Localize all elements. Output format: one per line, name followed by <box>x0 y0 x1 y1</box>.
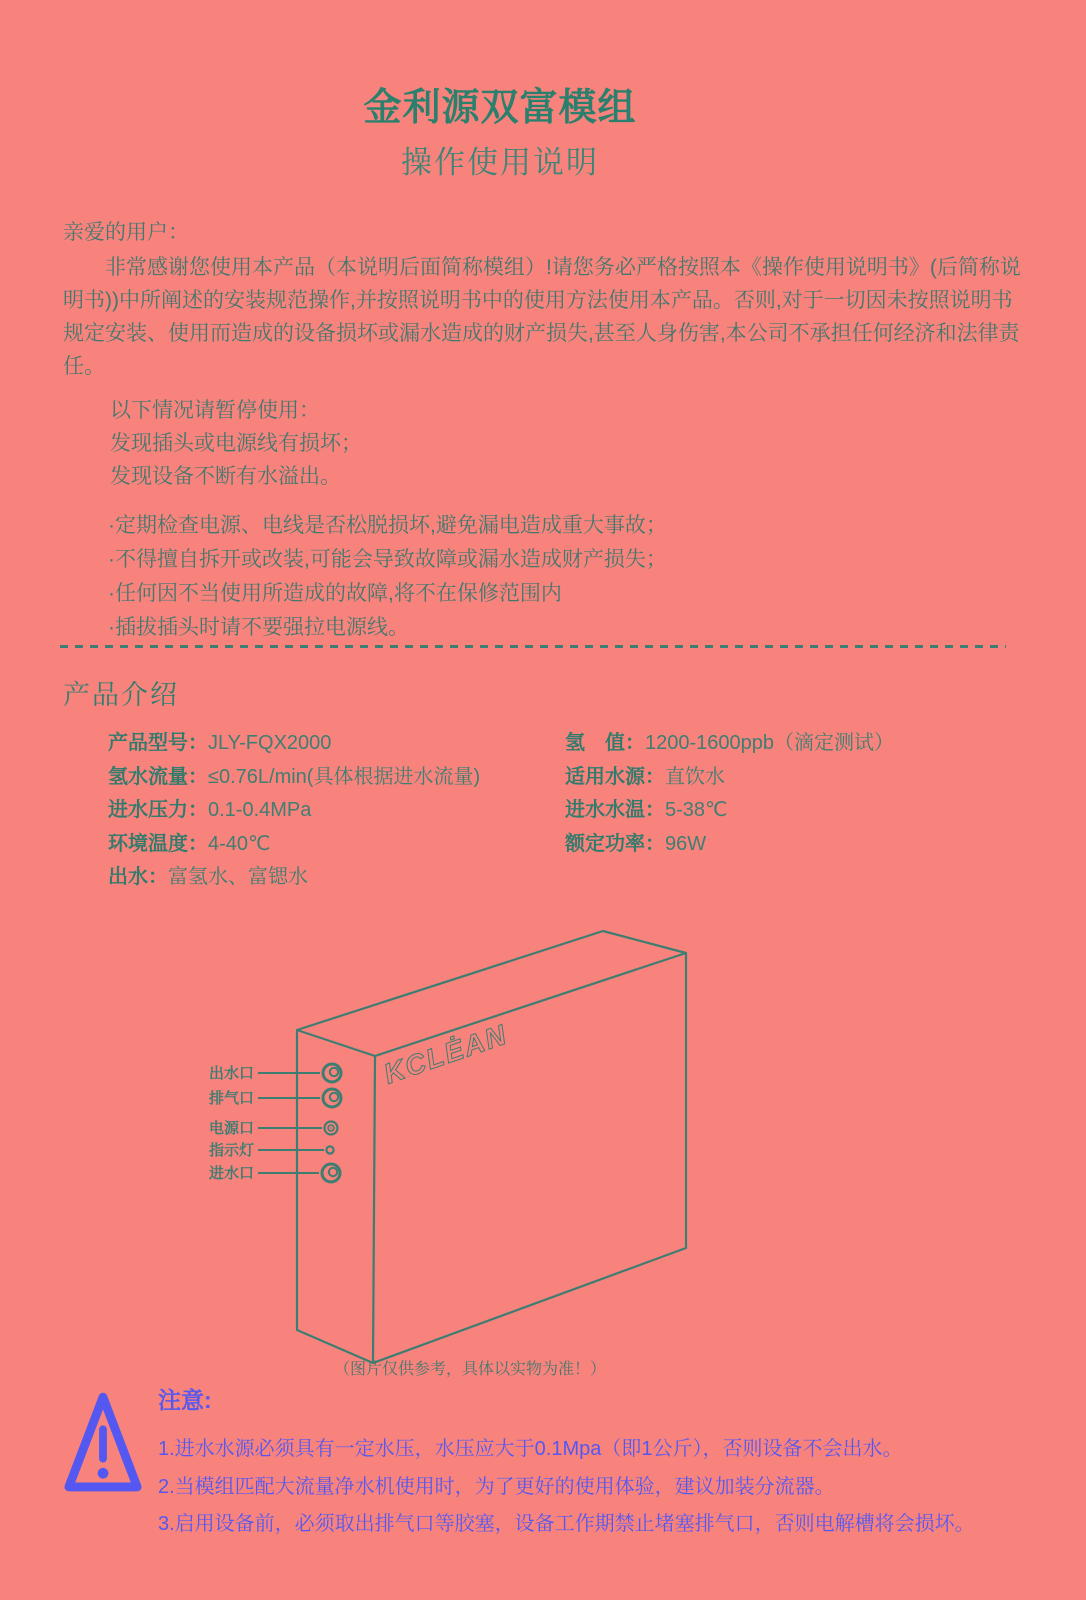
spec-label: 额定功率： <box>565 832 665 855</box>
ports <box>322 1064 341 1182</box>
spec-value: 96W <box>665 832 707 855</box>
air-vent-port <box>323 1089 341 1107</box>
spec-value: 4-40℃ <box>208 832 271 855</box>
pause-item: 发现插头或电源线有损坏； <box>110 432 362 455</box>
spec-row <box>565 828 1035 862</box>
header <box>0 76 1000 182</box>
spec-row <box>108 861 558 895</box>
spec-row <box>108 761 558 795</box>
diagram-labels <box>208 1065 254 1182</box>
spec-value: 0.1-0.4MPa <box>208 799 312 821</box>
label-air-vent: 排气口 <box>208 1090 254 1107</box>
safety-bullet: ·任何因不当使用所造成的故障,将不在保修范围内 <box>108 582 562 605</box>
spec-value: 1200-1600ppb（滴定测试） <box>645 732 895 754</box>
dashed-divider <box>60 645 1006 648</box>
label-power-port: 电源口 <box>208 1120 254 1137</box>
spec-value: 富氢水、富锶水 <box>168 866 308 888</box>
spec-row <box>108 828 558 862</box>
water-outlet-port <box>323 1064 341 1082</box>
specs-left-column <box>108 727 558 895</box>
product-diagram <box>190 900 750 1370</box>
notice-item: 1.进水水源必须具有一定水压，水压应大于0.1Mpa（即1公斤），否则设备不会出水。 <box>158 1438 903 1460</box>
safety-bullets <box>108 509 1023 645</box>
pause-item: 发现设备不断有水溢出。 <box>110 465 341 488</box>
intro-section <box>63 216 1023 645</box>
notice-item: 2.当模组匹配大流量净水机使用时，为了更好的使用体验，建议加装分流器。 <box>158 1475 835 1498</box>
spec-value: ≤0.76L/min(具体根据进水流量) <box>208 765 481 788</box>
leader-lines <box>258 1073 324 1173</box>
safety-bullet: ·插拔插头时请不要强拉电源线。 <box>108 616 409 639</box>
safety-bullet: ·不得擅自拆开或改装,可能会导致故障或漏水造成财产损失； <box>108 548 667 571</box>
spec-value: 5-38℃ <box>665 799 728 821</box>
notice-item: 3.启用设备前，必须取出排气口等胶塞，设备工作期禁止堵塞排气口，否则电解槽将会损坏。 <box>158 1513 975 1535</box>
spec-label: 氢水流量： <box>108 765 208 788</box>
water-inlet-port <box>322 1164 340 1182</box>
notice-title: 注意: <box>158 1387 212 1413</box>
warning-triangle-icon <box>62 1386 144 1500</box>
label-water-outlet: 出水口 <box>208 1065 254 1082</box>
spec-label: 氢 值： <box>565 732 645 754</box>
indicator-light <box>326 1146 333 1153</box>
spec-row <box>565 794 1035 828</box>
spec-label: 产品型号： <box>108 732 208 754</box>
page-title: 金利源双富模组 <box>363 87 637 129</box>
spec-row <box>108 794 558 828</box>
power-port <box>325 1122 338 1135</box>
spec-label: 环境温度： <box>108 832 208 855</box>
pause-title: 以下情况请暂停使用： <box>110 399 320 422</box>
spec-row <box>108 727 558 761</box>
notice-items <box>158 1431 1058 1544</box>
intro-paragraph: 非常感谢您使用本产品（本说明后面简称模组）!请您务必严格按照本《操作使用说明书》(后简称说明书))中所阐述的安装规范操作,并按照说明书中的使用方法使用本产品。否则,对于一切因未按照说明书规定安装、使用而造成的设备损坏或漏水造成的财产损失,甚至人身伤害,本公司不承担任何经济和法律责任。 <box>63 256 1021 378</box>
spec-label: 出水： <box>108 866 168 888</box>
safety-bullet: ·定期检查电源、电线是否松脱损坏,避免漏电造成重大事故； <box>108 514 667 537</box>
spec-label: 进水水温： <box>565 799 665 821</box>
brand-logo: KCLĖAN <box>379 1018 512 1090</box>
section-title-product-intro: 产品介绍 <box>63 680 179 710</box>
notice-section <box>158 1382 1058 1544</box>
pause-block <box>110 394 1023 493</box>
spec-row <box>565 727 1035 761</box>
label-water-inlet: 进水口 <box>208 1165 254 1182</box>
specs-right-column <box>565 727 1035 861</box>
diagram-caption: （图片仅供参考，具体以实物为准！） <box>333 1361 606 1378</box>
page-subtitle: 操作使用说明 <box>401 145 599 180</box>
spec-value: 直饮水 <box>665 765 725 788</box>
salutation: 亲爱的用户： <box>63 221 189 244</box>
spec-row <box>565 761 1035 795</box>
spec-label: 进水压力： <box>108 799 208 821</box>
module-box-outline <box>297 931 686 1363</box>
spec-value: JLY-FQX2000 <box>208 732 332 754</box>
spec-label: 适用水源： <box>565 765 665 788</box>
label-indicator-light: 指示灯 <box>208 1142 254 1159</box>
